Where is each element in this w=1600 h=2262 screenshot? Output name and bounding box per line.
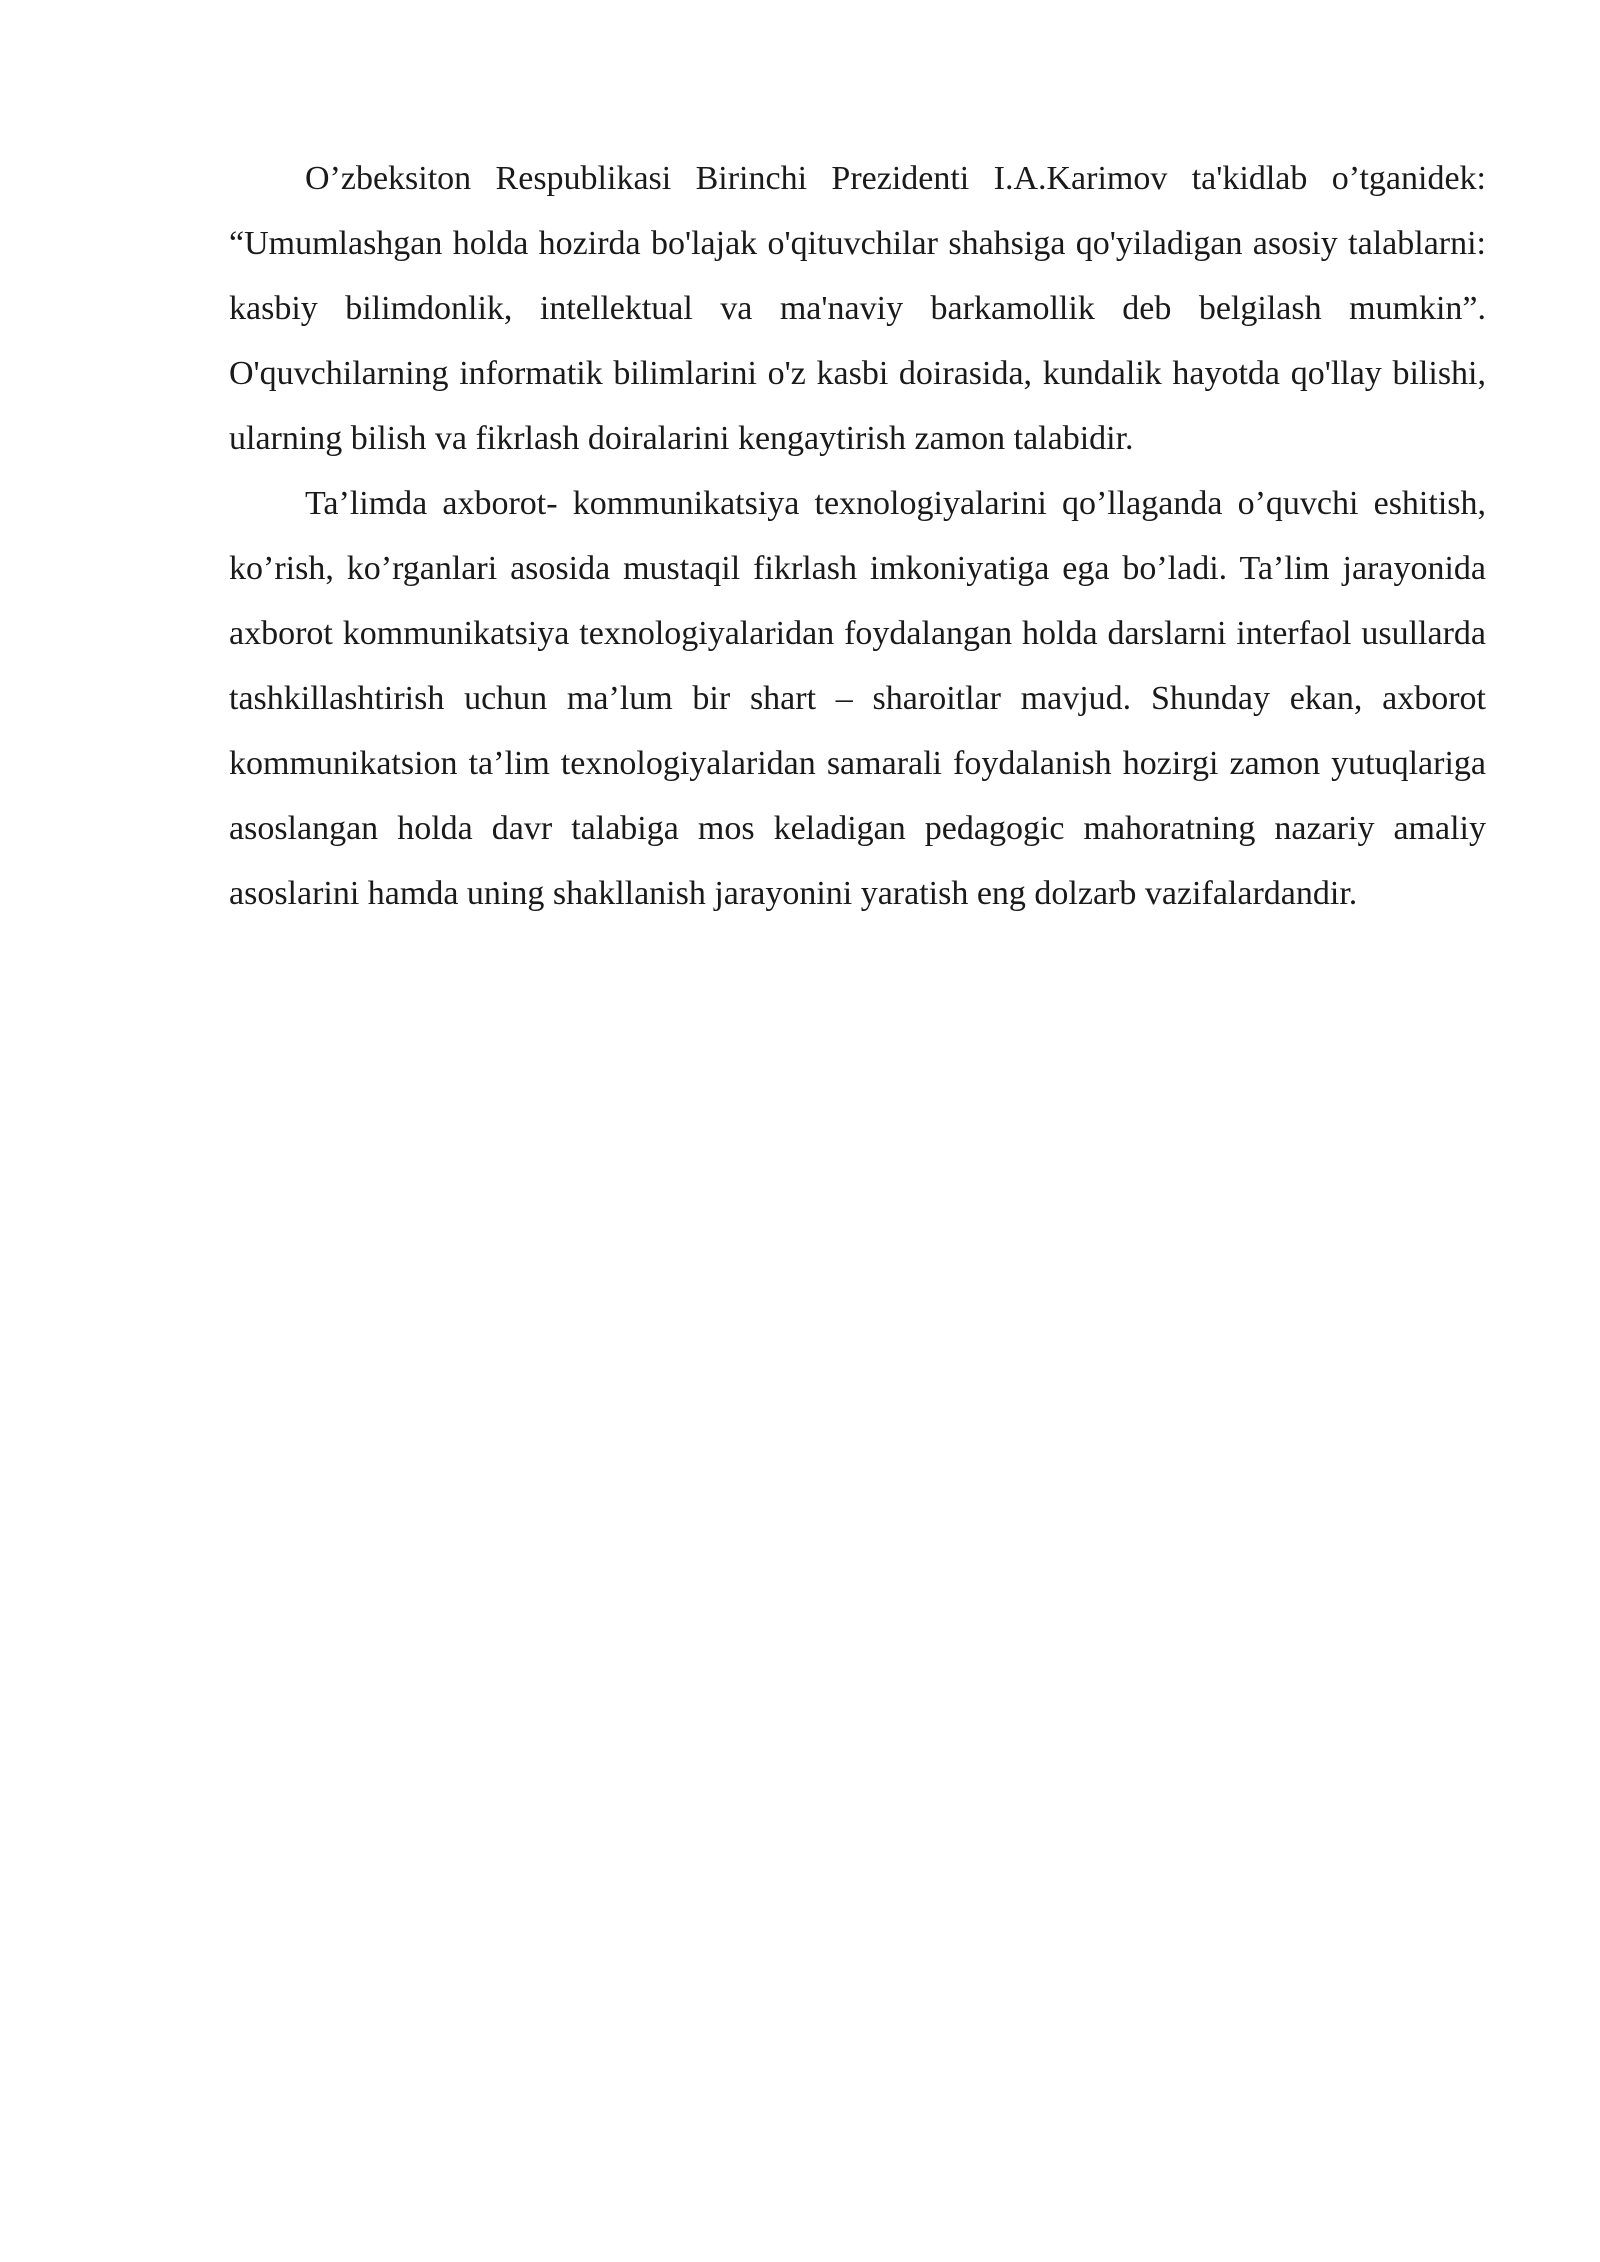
body-text xyxy=(229,146,1486,926)
paragraph-1: O’zbeksiton Respublikasi Birinchi Prezidenti I.A.Karimov ta'kidlab o’tganidek: “Umumlashgan holda hozirda bo'lajak o'qituvchilar shahsiga qo'yiladigan asosiy talablarni: kasbiy bilimdonlik, intellektual va ma'naviy barkamollik deb belgilash mumkin”. O'quvchilarning informatik bilimlarini o'z kasbi doirasida, kundalik hayotda qo'llay bilishi, ularning bilish va fikrlash doiralarini kengaytirish zamon talabidir. xyxy=(229,160,1486,457)
paragraph-2: Ta’limda axborot- kommunikatsiya texnologiyalarini qo’llaganda o’quvchi eshitish, ko’rish, ko’rganlari asosida mustaqil fikrlash imkoniyatiga ega bo’ladi. Ta’lim jarayonida axborot kommunikatsiya texnologiyalaridan foydalangan holda darslarni interfaol usullarda tashkillashtirish uchun ma’lum bir shart – sharoitlar mavjud. Shunday ekan, axborot kommunikatsion ta’lim texnologiyalaridan samarali foydalanish hozirgi zamon yutuqlariga asoslangan holda davr talabiga mos keladigan pedagogic mahoratning nazariy amaliy asoslarini hamda uning shakllanish jarayonini yaratish eng dolzarb vazifalardandir. xyxy=(229,485,1486,912)
